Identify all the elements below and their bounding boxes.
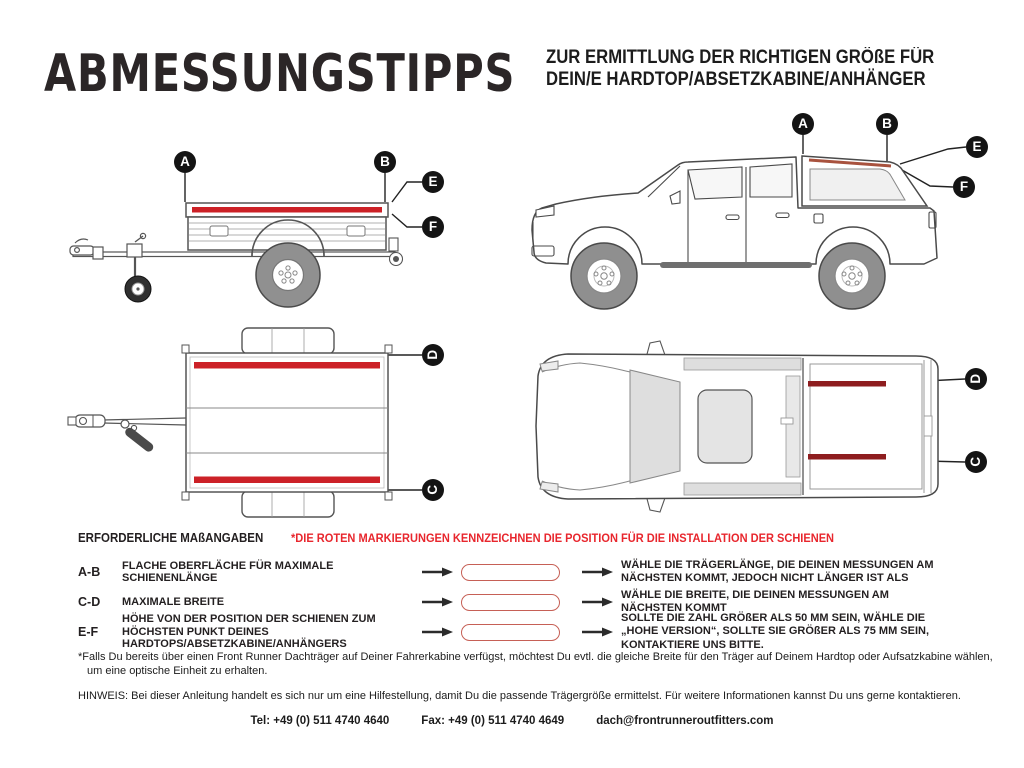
trailer-tongue (68, 415, 186, 453)
label-a-trailer: A (174, 151, 196, 173)
contact-footer (0, 715, 1024, 727)
arrow-right-icon (422, 627, 461, 637)
footnote-asterisk: *Falls Du bereits über einen Front Runner Dachträger auf Deiner Fahrerkabine verfügst, möchtest Du evtl. die gleiche Breite für den Träger auf Deinem Hardtop oder Aufsatzkabine wählen, um eine optische Einheit zu erhalten. (78, 651, 993, 677)
label-leader-lines (388, 355, 422, 490)
rail-marking-red (192, 207, 382, 213)
label-e-truck: E (966, 136, 988, 158)
front-wheel (571, 243, 637, 309)
page-title: ABMESSUNGSTIPPS (44, 44, 516, 104)
jockey-wheel (125, 233, 151, 302)
label-c-truck-top: C (965, 451, 987, 473)
rail-marking-red (194, 477, 380, 484)
arrow-right-icon (422, 597, 461, 607)
trailer-bed (182, 345, 392, 500)
label-f-trailer: F (422, 216, 444, 238)
row-id: E-F (78, 625, 99, 639)
side-windows-bottom (684, 483, 801, 495)
row-description: HÖHE VON DER POSITION DER SCHIENEN ZUM HÖCHSTEN PUNKT DEINES HARDTOPS/ABSETZKABINE/ANHÄNGERS (122, 613, 376, 651)
running-board (660, 262, 812, 268)
arrow-right-icon (582, 627, 621, 637)
rear-wheel (819, 243, 885, 309)
truck-canopy (802, 156, 927, 206)
row-instruction: SOLLTE DIE ZAHL GRÖßER ALS 50 MM SEIN, WÄHLE DIE „HOHE VERSION“, SOLLTE SIE GRÖßER ALS 75 MM SEIN, KONTAKTIERE UNS BITTE. (621, 611, 930, 651)
trailer-top-view-diagram (55, 320, 465, 525)
row-description: MAXIMALE BREITE (122, 595, 225, 608)
rail-marking-red (194, 362, 380, 369)
footnote-hinweis: HINWEIS: Bei dieser Anleitung handelt es sich nur um eine Hilfestellung, damit Du die passende Trägergröße ermittelst. Für weitere Informationen kannst Du uns gerne kontaktieren. (78, 690, 961, 702)
label-a-truck: A (792, 113, 814, 135)
windshield (630, 370, 680, 483)
label-f-truck: F (953, 176, 975, 198)
arrow-right-icon (422, 567, 461, 577)
rear-cab-window (786, 376, 800, 477)
row-description: FLACHE OBERFLÄCHE FÜR MAXIMALE SCHIENENLÄNGE (122, 559, 334, 584)
sunroof (698, 390, 752, 463)
truck-top-view-diagram (518, 330, 1008, 522)
row-id: C-D (78, 595, 101, 609)
measurements-heading-row (78, 531, 882, 545)
rail-marking-dark (808, 381, 886, 387)
measurement-row-ef (78, 611, 950, 651)
subtitle-line-2: DEIN/E HARDTOP/ABSETZKABINE/ANHÄNGER (546, 69, 926, 90)
measurement-value-field[interactable] (461, 624, 560, 641)
label-b-truck: B (876, 113, 898, 135)
subtitle-line-1: ZUR ERMITTLUNG DER RICHTIGEN GRÖßE FÜR (546, 47, 935, 68)
measurement-value-field[interactable] (461, 594, 560, 611)
footer-fax: Fax: +49 (0) 511 4740 4649 (421, 715, 565, 727)
tailgate-handle (924, 416, 932, 436)
measurement-value-field[interactable] (461, 564, 560, 581)
handbrake-lever (123, 426, 155, 453)
arrow-right-icon (582, 567, 621, 577)
row-id: A-B (78, 565, 101, 579)
label-d-trailer-top: D (422, 344, 444, 366)
label-e-trailer: E (422, 171, 444, 193)
truck-side-view-diagram (520, 112, 1005, 322)
arrow-right-icon (582, 597, 621, 607)
page-subtitle (546, 47, 934, 91)
row-instruction: WÄHLE DIE BREITE, DIE DEINEN MESSUNGEN AM NÄCHSTEN KOMMT (621, 588, 889, 614)
row-instruction: WÄHLE DIE TRÄGERLÄNGE, DIE DEINEN MESSUNGEN AM NÄCHSTEN KOMMT, JEDOCH NICHT LÄNGER IST ALS (621, 558, 934, 584)
measurements-heading: ERFORDERLICHE MAßANGABEN (78, 531, 264, 545)
label-c-trailer-top: C (422, 479, 444, 501)
red-markings-note: *DIE ROTEN MARKIERUNGEN KENNZEICHNEN DIE POSITION FÜR DIE INSTALLATION DER SCHIENEN (291, 531, 835, 545)
rail-marking-dark (808, 454, 886, 460)
side-windows-top (684, 358, 801, 370)
footer-tel: Tel: +49 (0) 511 4740 4640 (250, 715, 390, 727)
trailer-side-view-diagram (55, 128, 465, 323)
footer-email[interactable]: dach@frontrunneroutfitters.com (596, 715, 774, 727)
label-b-trailer: B (374, 151, 396, 173)
label-d-truck-top: D (965, 368, 987, 390)
measurement-row-ab (78, 556, 950, 588)
